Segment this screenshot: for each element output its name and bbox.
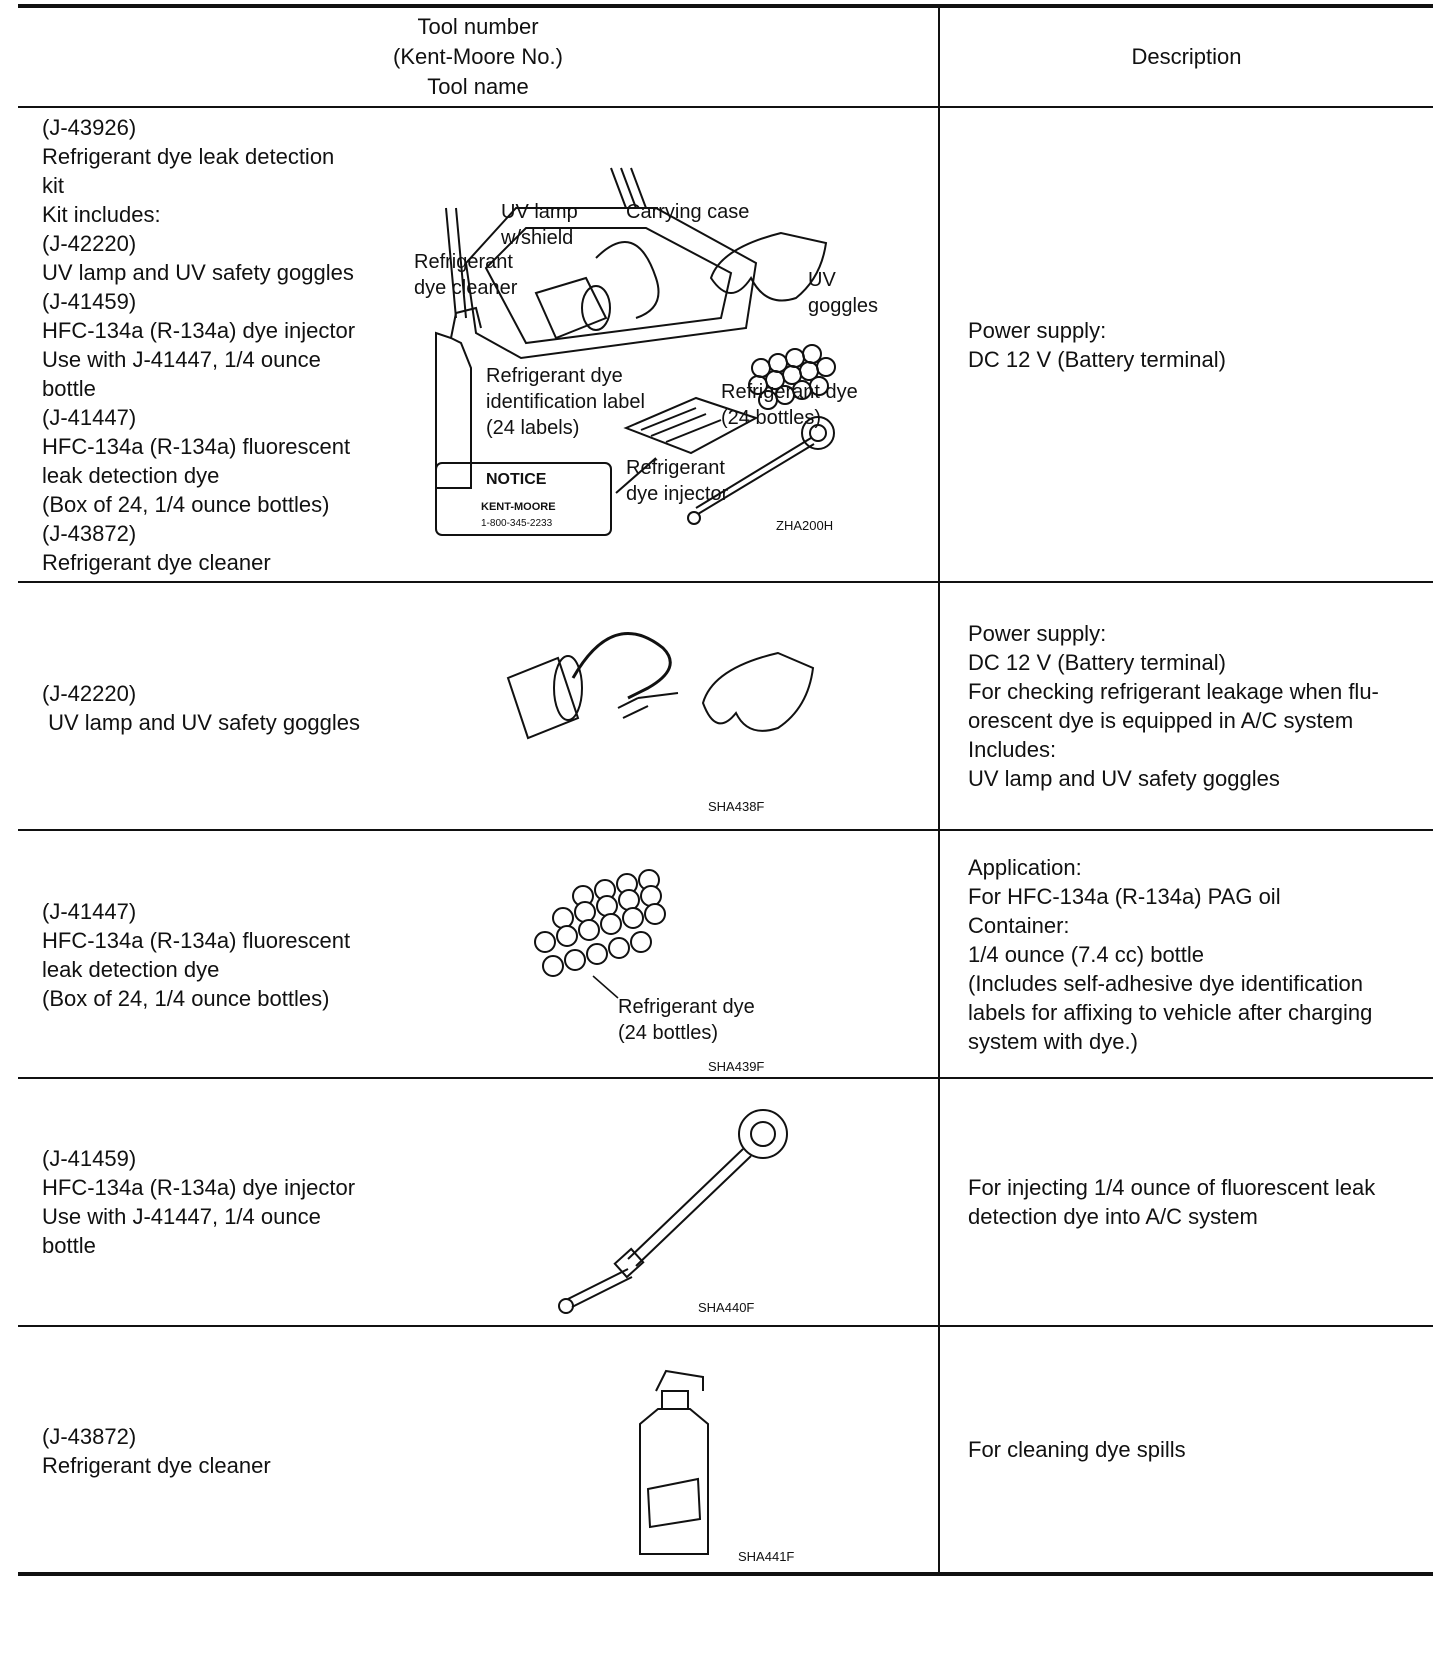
label-id-label: identification label: [486, 391, 645, 413]
tool-line: (J-43872): [42, 521, 137, 546]
tool-name-text: [42, 113, 355, 577]
description-cell: [939, 107, 1433, 582]
label-dye: (24 bottles): [618, 1022, 719, 1044]
label-dye: Refrigerant dye: [618, 996, 755, 1018]
description-line: Container:: [968, 912, 1070, 938]
dye-kit-drawing: [414, 168, 946, 538]
tool-line: (J-41447): [42, 405, 137, 430]
tool-line: (J-41459): [42, 289, 137, 314]
figure-code: SHA438F: [708, 799, 765, 814]
tool-line: bottle: [42, 376, 96, 401]
description-line: DC 12 V (Battery terminal): [968, 346, 1226, 372]
tool-line: HFC-134a (R-134a) dye injector: [42, 1175, 356, 1200]
description-cell: [939, 830, 1433, 1078]
description-cell: [939, 1078, 1433, 1326]
description-line: For injecting 1/4 ounce of fluorescent leak: [968, 1175, 1376, 1200]
description-line: For checking refrigerant leakage when flu-: [968, 679, 1379, 704]
header-description-column: Description: [939, 6, 1433, 107]
description-line: Application:: [968, 854, 1082, 880]
label-uv-lamp: w/shield: [501, 227, 574, 249]
tool-line: Refrigerant dye leak detection: [42, 144, 335, 169]
tool-line: (J-42220): [42, 231, 137, 256]
label-cleaner: dye cleaner: [414, 277, 518, 299]
uv-lamp-illustration: [498, 623, 818, 828]
tool-name-text: [42, 1144, 355, 1260]
tool-line: (Box of 24, 1/4 ounce bottles): [42, 492, 330, 517]
tool-line: (Box of 24, 1/4 ounce bottles): [42, 986, 330, 1011]
notice-phone: 1-800-345-2233: [481, 518, 553, 529]
description-line: orescent dye is equipped in A/C system: [968, 708, 1354, 733]
figure-code: SHA440F: [698, 1300, 755, 1315]
tool-cell: [18, 582, 939, 830]
description-cell: [939, 1326, 1433, 1574]
tool-line: (J-43872): [42, 1424, 137, 1449]
tool-line: Use with J-41447, 1/4 ounce: [42, 1204, 321, 1229]
label-injector: Refrigerant: [626, 457, 725, 479]
description-line: Power supply:: [968, 317, 1107, 343]
tool-line: UV lamp and UV safety goggles: [42, 710, 360, 735]
description-cell: [939, 582, 1433, 830]
label-cleaner: Refrigerant: [414, 251, 513, 273]
label-dye: Refrigerant dye: [721, 381, 858, 403]
table-row: [18, 582, 1433, 830]
tool-line: UV lamp and UV safety goggles: [42, 260, 354, 285]
tool-cell: [18, 107, 939, 582]
label-id-label: Refrigerant dye: [486, 365, 623, 387]
notice-brand: KENT-MOORE: [481, 501, 556, 513]
table-row: [18, 830, 1433, 1078]
tool-name-text: [42, 1422, 271, 1480]
tool-line: (J-41459): [42, 1146, 137, 1171]
table-row: [18, 1326, 1433, 1574]
description-line: detection dye into A/C system: [968, 1204, 1258, 1229]
dye-bottles-drawing: [523, 866, 823, 1076]
description-line: system with dye.): [968, 1028, 1138, 1054]
dye-bottles-illustration: [523, 866, 823, 1081]
table-row: [18, 1078, 1433, 1326]
tool-line: Use with J-41447, 1/4 ounce: [42, 347, 321, 372]
uv-lamp-drawing: [498, 623, 818, 823]
label-id-label: (24 labels): [486, 417, 580, 439]
description-line: Power supply:: [968, 621, 1107, 646]
header-tool-line: Tool name: [427, 74, 529, 99]
header-tool-line: Tool number: [417, 14, 539, 39]
tool-line: HFC-134a (R-134a) fluorescent: [42, 434, 351, 459]
tool-line: (J-43926): [42, 115, 137, 140]
tool-line: leak detection dye: [42, 463, 220, 488]
tool-name-text: [42, 897, 350, 1013]
special-service-tools-table: [18, 4, 1433, 1576]
description-line: labels for affixing to vehicle after charging: [968, 999, 1373, 1025]
header-tool-column: [18, 6, 939, 107]
tool-cell: [18, 1078, 939, 1326]
label-dye: (24 bottles): [721, 407, 822, 429]
dye-cleaner-illustration: [628, 1369, 808, 1574]
tool-line: (J-41447): [42, 899, 137, 924]
tool-line: Kit includes:: [42, 202, 161, 227]
table-row: [18, 107, 1433, 582]
figure-code: SHA439F: [708, 1059, 765, 1074]
table-header-row: [18, 6, 1433, 107]
label-carrying-case: Carrying case: [626, 201, 750, 223]
tool-line: Refrigerant dye cleaner: [42, 550, 271, 575]
label-uv-lamp: UV lamp: [501, 201, 578, 223]
label-uv-goggles: goggles: [808, 295, 879, 317]
label-uv-goggles: UV: [808, 269, 836, 291]
tool-line: (J-42220): [42, 681, 137, 706]
description-line: Includes:: [968, 737, 1057, 762]
description-line: For cleaning dye spills: [968, 1437, 1186, 1462]
description-line: DC 12 V (Battery terminal): [968, 650, 1226, 675]
description-line: For HFC-134a (R-134a) PAG oil: [968, 883, 1281, 909]
description-line: 1/4 ounce (7.4 cc) bottle: [968, 941, 1205, 967]
dye-kit-illustration: [414, 168, 946, 543]
dye-injector-illustration: [558, 1094, 818, 1324]
tool-line: bottle: [42, 1233, 96, 1258]
tool-line: HFC-134a (R-134a) fluorescent: [42, 928, 351, 953]
label-injector: dye injector: [626, 483, 729, 505]
tool-line: leak detection dye: [42, 957, 220, 982]
tool-line: Refrigerant dye cleaner: [42, 1453, 271, 1478]
tool-line: kit: [42, 173, 64, 198]
description-line: (Includes self-adhesive dye identification: [968, 970, 1364, 996]
tool-cell: [18, 1326, 939, 1574]
figure-code: SHA441F: [738, 1549, 795, 1564]
dye-cleaner-drawing: [628, 1369, 808, 1569]
tool-line: HFC-134a (R-134a) dye injector: [42, 318, 356, 343]
header-tool-line: (Kent-Moore No.): [393, 44, 563, 69]
tool-name-text: [42, 679, 360, 737]
dye-injector-drawing: [558, 1094, 818, 1319]
tool-cell: [18, 830, 939, 1078]
notice-title: NOTICE: [486, 471, 547, 488]
description-line: UV lamp and UV safety goggles: [968, 766, 1280, 791]
figure-code: ZHA200H: [776, 518, 834, 533]
